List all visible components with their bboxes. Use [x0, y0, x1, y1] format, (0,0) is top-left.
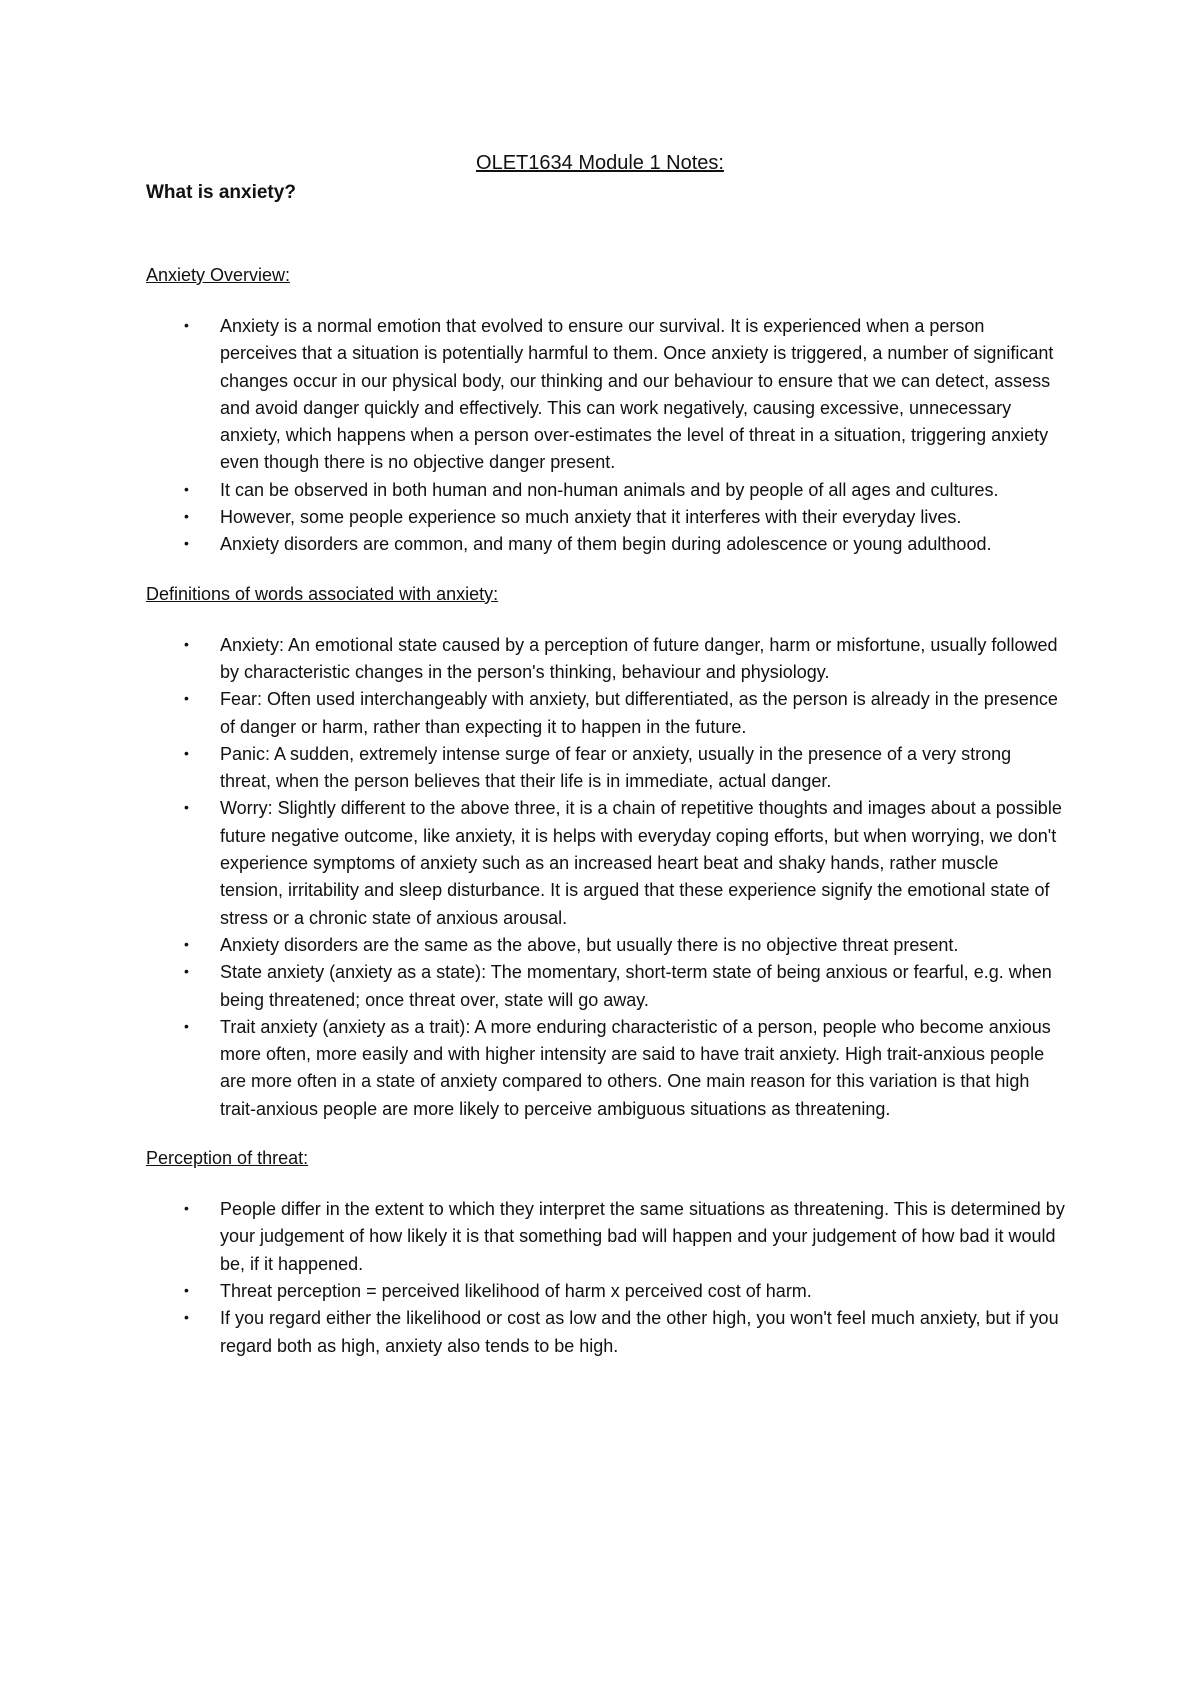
list-item-text: Anxiety disorders are common, and many of them begin during adolescence or young adulthood.: [220, 534, 992, 555]
list-item: [146, 741, 1066, 796]
list-item: [146, 1305, 1066, 1360]
section-heading-perception: Perception of threat:: [146, 1148, 309, 1169]
bullet-icon: •: [184, 1281, 189, 1298]
list-item-text: Panic: A sudden, extremely intense surge of fear or anxiety, usually in the presence of a very strong threat, when the person believes that their life is in immediate, actual danger.: [220, 743, 1012, 792]
bullet-icon: •: [184, 508, 189, 525]
list-item-text: Trait anxiety (anxiety as a trait): A more enduring characteristic of a person, people who become anxious more often, more easily and with higher intensity are said to have trait anxiety. High trait-anxious people are more often in a state of anxiety compared to others. One main reason for this variation is that high trait-anxious people are more likely to perceive ambiguous situations as threatening.: [220, 1016, 1051, 1119]
bullet-icon: •: [184, 744, 189, 761]
list-item: [146, 313, 1066, 477]
perception-list: [146, 1196, 1066, 1360]
list-item-text: It can be observed in both human and non-human animals and by people of all ages and cultures.: [220, 479, 999, 500]
list-item: [146, 632, 1066, 687]
bullet-icon: •: [184, 1017, 189, 1034]
list-item: [146, 795, 1066, 931]
bullet-icon: •: [184, 963, 189, 980]
document-body: [146, 262, 1066, 1382]
list-item-text: People differ in the extent to which they interpret the same situations as threatening. This is determined by your judgement of how likely it is that something bad will happen and your judgement of how bad it would be, if it happened.: [220, 1199, 1065, 1274]
section-heading-overview: Anxiety Overview:: [146, 265, 291, 285]
list-item-text: Threat perception = perceived likelihood of harm x perceived cost of harm.: [220, 1280, 812, 1301]
bullet-icon: •: [184, 635, 189, 652]
bullet-icon: •: [184, 690, 189, 707]
overview-list: [146, 313, 1066, 559]
list-item: [146, 1278, 1066, 1305]
list-item-text: If you regard either the likelihood or cost as low and the other high, you won't feel much anxiety, but if you regard both as high, anxiety also tends to be high.: [220, 1308, 1059, 1356]
bullet-icon: •: [184, 799, 189, 816]
list-item-text: State anxiety (anxiety as a state): The momentary, short-term state of being anxious or fearful, e.g. when being threatened; once threat over, state will go away.: [220, 962, 1052, 1010]
list-item-text: Anxiety is a normal emotion that evolved to ensure our survival. It is experienced when a person perceives that a situation is potentially harmful to them. Once anxiety is triggered, a number of significant changes occur in our physical body, our thinking and our behaviour to ensure that we can detect, assess and avoid danger quickly and effectively. This can work negatively, causing excessive, unnecessary anxiety, which happens when a person over-estimates the level of threat in a situation, triggering anxiety even though there is no objective danger present.: [220, 316, 1054, 473]
document-title: OLET1634 Module 1 Notes:: [476, 152, 724, 174]
bullet-icon: •: [184, 480, 189, 497]
bullet-icon: •: [184, 535, 189, 552]
list-item: [146, 932, 1066, 959]
list-item: [146, 959, 1066, 1014]
list-item-text: Anxiety disorders are the same as the above, but usually there is no objective threat present.: [220, 934, 959, 955]
list-item: [146, 477, 1066, 504]
list-item: [146, 686, 1066, 741]
list-item-text: Anxiety: An emotional state caused by a perception of future danger, harm or misfortune, usually followed by characteristic changes in the person's thinking, behaviour and physiology.: [220, 634, 1058, 682]
definitions-list: [146, 632, 1066, 1123]
bullet-icon: •: [184, 1200, 189, 1217]
list-item-text: Worry: Slightly different to the above three, it is a chain of repetitive thoughts and images about a possible future negative outcome, like anxiety, it is helps with everyday coping efforts, but when worrying, we don't experience symptoms of anxiety such as an increased heart beat and shaky hands, rather muscle tension, irritability and sleep disturbance. It is argued that these experience signify the emotional state of stress or a chronic state of anxious arousal.: [220, 798, 1062, 928]
bullet-icon: •: [184, 317, 189, 333]
list-item: [146, 1196, 1066, 1278]
list-item-text: However, some people experience so much anxiety that it interferes with their everyday lives.: [220, 507, 962, 528]
list-item: [146, 504, 1066, 531]
bullet-icon: •: [184, 935, 189, 952]
section-heading-definitions: Definitions of words associated with anxiety:: [146, 583, 499, 604]
bullet-icon: •: [184, 1309, 189, 1326]
list-item-text: Fear: Often used interchangeably with anxiety, but differentiated, as the person is already in the presence of danger or harm, rather than expecting it to happen in the future.: [220, 689, 1058, 737]
list-item: [146, 531, 1066, 558]
list-item: [146, 1014, 1066, 1123]
page-heading: What is anxiety?: [146, 182, 296, 203]
